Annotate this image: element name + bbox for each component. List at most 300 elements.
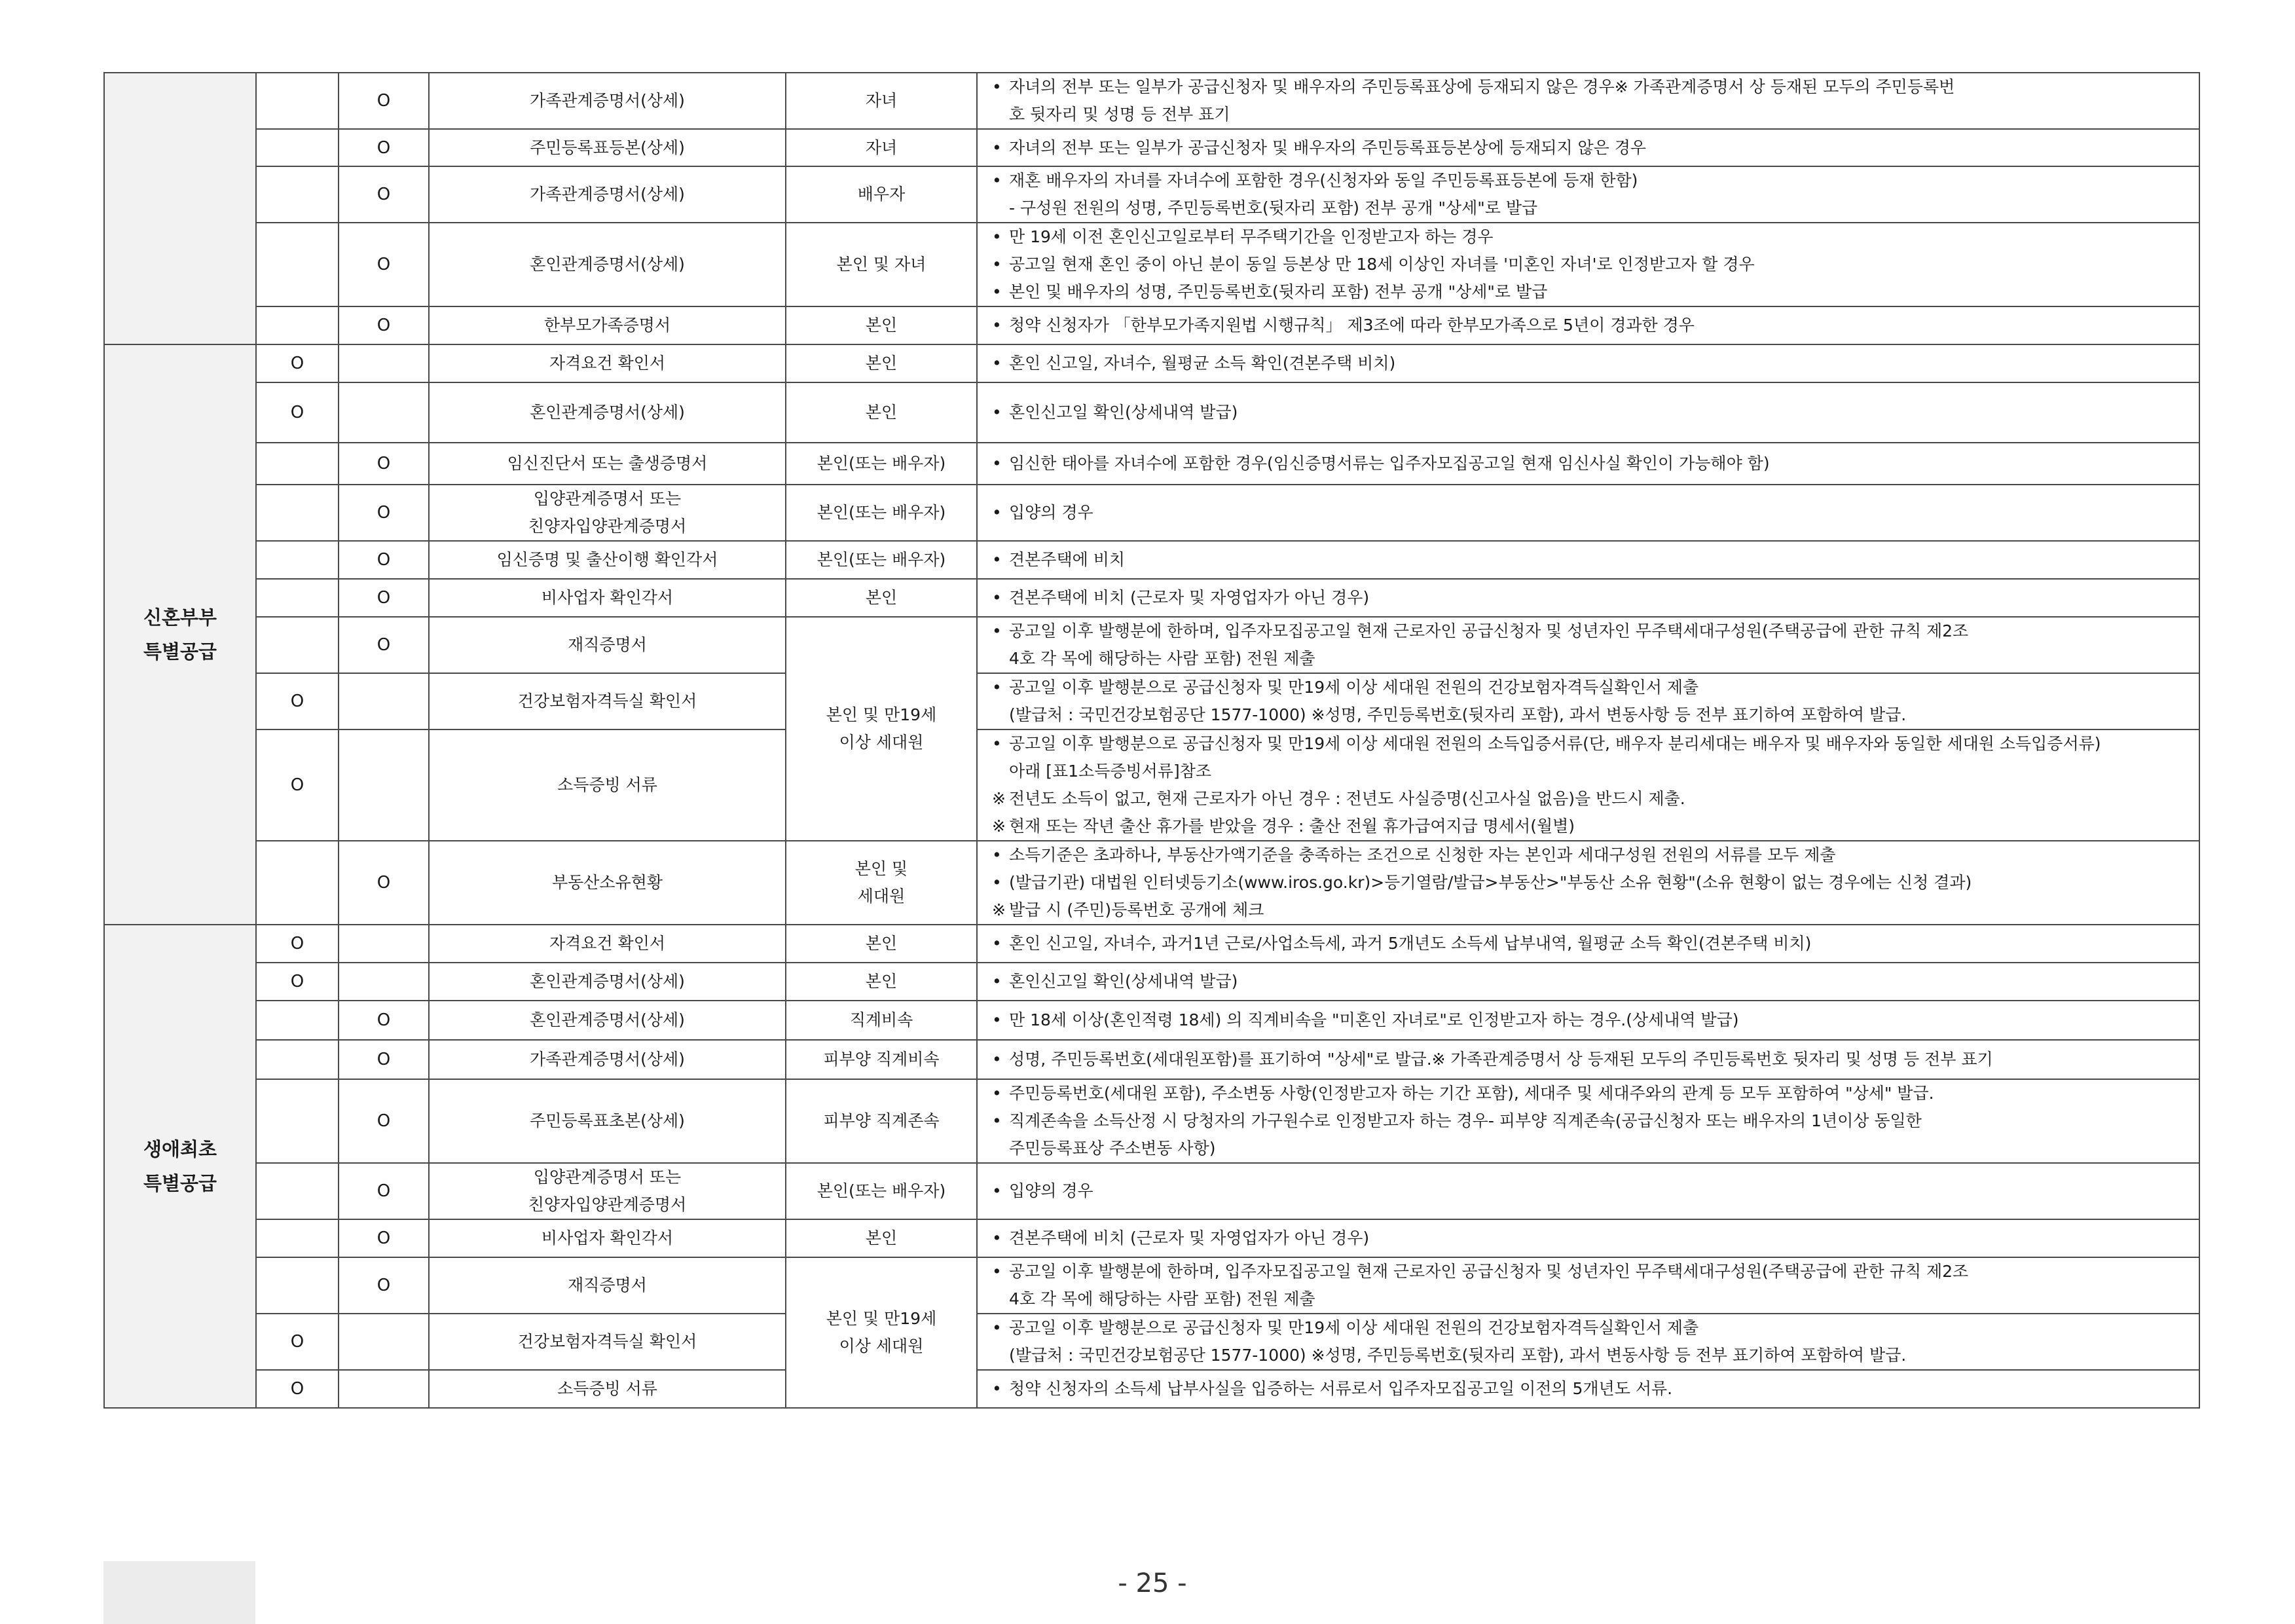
conditional-mark <box>339 1370 429 1408</box>
table-row <box>104 1079 2199 1163</box>
conditional-mark <box>339 729 429 841</box>
mandatory-mark: O <box>256 925 339 963</box>
bullet-marker: • <box>992 1084 1002 1103</box>
note-line <box>992 1135 2190 1162</box>
bullet-marker: • <box>992 621 1002 640</box>
notes-cell <box>977 485 2199 541</box>
document-name: 혼인관계증명서(상세) <box>530 972 685 991</box>
category-label-line: 특별공급 <box>143 640 217 663</box>
document-name-cell <box>429 1163 786 1219</box>
conditional-mark: O <box>339 166 429 223</box>
conditional-mark: O <box>339 541 429 579</box>
note-text: 견본주택에 비치 <box>1009 550 1125 569</box>
mandatory-mark <box>256 443 339 485</box>
table-row <box>104 1040 2199 1079</box>
conditional-mark: O <box>339 129 429 166</box>
document-name-cell <box>429 541 786 579</box>
notes-cell <box>977 1370 2199 1408</box>
document-name-cell <box>429 73 786 129</box>
table-row <box>104 223 2199 306</box>
bullet-marker: • <box>992 1111 1002 1130</box>
mandatory-mark: O <box>256 1314 339 1370</box>
mandatory-mark: O <box>256 382 339 443</box>
page-number: - 25 - <box>1118 1568 1187 1598</box>
note-line <box>992 278 2190 306</box>
table-row <box>104 925 2199 963</box>
target-text: 본인 <box>865 354 898 373</box>
table-row <box>104 729 2199 841</box>
mandatory-mark <box>256 541 339 579</box>
table-row <box>104 673 2199 729</box>
document-name-cell <box>429 166 786 223</box>
conditional-mark: O <box>339 1163 429 1219</box>
note-line <box>992 251 2190 278</box>
mandatory-mark: O <box>256 673 339 729</box>
target-cell <box>786 1001 977 1040</box>
table-row <box>104 963 2199 1001</box>
document-name: 주민등록표초본(상세) <box>530 1111 685 1130</box>
target-cell <box>786 963 977 1001</box>
document-name: 건강보험자격득실 확인서 <box>517 1332 697 1351</box>
note-line <box>992 101 2190 128</box>
note-line <box>992 930 2190 957</box>
mandatory-mark <box>256 306 339 344</box>
notes-cell <box>977 1163 2199 1219</box>
table-row <box>104 617 2199 673</box>
conditional-mark: O <box>339 1257 429 1314</box>
note-text: - 구성원 전원의 성명, 주민등록번호(뒷자리 포함) 전부 공개 "상세"로 발급 <box>1009 198 1538 217</box>
mandatory-mark <box>256 1257 339 1314</box>
table-row <box>104 579 2199 617</box>
target-cell <box>786 925 977 963</box>
conditional-mark: O <box>339 1040 429 1079</box>
conditional-mark <box>339 963 429 1001</box>
conditional-mark <box>339 344 429 382</box>
mandatory-mark <box>256 617 339 673</box>
note-line <box>992 167 2190 194</box>
note-line <box>992 730 2190 758</box>
target-text: 피부양 직계비속 <box>823 1050 940 1069</box>
table-row <box>104 841 2199 925</box>
note-line <box>992 869 2190 896</box>
conditional-mark: O <box>339 485 429 541</box>
mandatory-mark <box>256 73 339 129</box>
note-text: 아래 [표1소득증빙서류]참조 <box>1009 762 1212 781</box>
note-text: 현재 또는 작년 출산 휴가를 받았을 경우 : 출산 전월 휴가급여지급 명세서(월별) <box>1009 817 1575 836</box>
notes-cell <box>977 925 2199 963</box>
document-name-cell <box>429 1370 786 1408</box>
category-cell <box>104 344 256 925</box>
note-line <box>992 701 2190 729</box>
note-line <box>992 813 2190 840</box>
note-line <box>992 618 2190 645</box>
mandatory-mark <box>256 1079 339 1163</box>
document-name: 임신증명 및 출산이행 확인각서 <box>496 550 718 569</box>
document-name: 건강보험자격득실 확인서 <box>517 692 697 710</box>
conditional-mark: O <box>339 223 429 306</box>
note-line <box>992 1006 2190 1034</box>
table-row <box>104 443 2199 485</box>
document-name-cell <box>429 485 786 541</box>
document-name-cell <box>429 617 786 673</box>
table-row <box>104 485 2199 541</box>
note-text: 자녀의 전부 또는 일부가 공급신청자 및 배우자의 주민등록표등본상에 등재되지 않은 경우 <box>1009 138 1647 157</box>
note-line <box>992 1080 2190 1107</box>
target-cell <box>786 166 977 223</box>
document-name: 한부모가족증명서 <box>543 316 671 335</box>
bullet-marker: • <box>992 138 1002 157</box>
bullet-marker: • <box>992 1010 1002 1029</box>
note-text: 혼인신고일 확인(상세내역 발급) <box>1009 972 1238 991</box>
document-name: 친양자입양관계증명서 <box>528 1195 687 1214</box>
document-name-cell <box>429 1040 786 1079</box>
mandatory-mark <box>256 841 339 925</box>
document-name-cell <box>429 344 786 382</box>
mandatory-mark <box>256 166 339 223</box>
note-line <box>992 1177 2190 1205</box>
document-name-cell <box>429 579 786 617</box>
target-text: 직계비속 <box>849 1010 913 1029</box>
document-name-cell <box>429 443 786 485</box>
notes-cell <box>977 223 2199 306</box>
target-cell <box>786 443 977 485</box>
note-text: 공고일 이후 발행분에 한하며, 입주자모집공고일 현재 근로자인 공급신청자 및 성년자인 무주택세대구성원(주택공급에 관한 규칙 제2조 <box>1009 1262 1969 1281</box>
note-text: 혼인신고일 확인(상세내역 발급) <box>1009 403 1238 422</box>
notes-cell <box>977 673 2199 729</box>
notes-cell <box>977 1314 2199 1370</box>
mandatory-mark <box>256 485 339 541</box>
note-text: 견본주택에 비치 (근로자 및 자영업자가 아닌 경우) <box>1009 1228 1370 1247</box>
target-text: 이상 세대원 <box>839 1337 924 1356</box>
notes-cell <box>977 344 2199 382</box>
document-name-cell <box>429 1257 786 1314</box>
notes-cell <box>977 579 2199 617</box>
document-name-cell <box>429 841 786 925</box>
document-name: 소득증빙 서류 <box>557 775 657 794</box>
target-cell <box>786 579 977 617</box>
document-name: 가족관계증명서(상세) <box>530 185 685 204</box>
note-text: 공고일 이후 발행분으로 공급신청자 및 만19세 이상 세대원 전원의 건강보험자격득실확인서 제출 <box>1009 678 1699 697</box>
note-text: 만 18세 이상(혼인적령 18세) 의 직계비속을 "미혼인 자녀로"로 인정받고자 하는 경우.(상세내역 발급) <box>1009 1010 1739 1029</box>
document-name: 자격요건 확인서 <box>549 934 665 953</box>
document-name-cell <box>429 223 786 306</box>
target-text: 본인(또는 배우자) <box>817 550 946 569</box>
target-text: 본인 <box>865 588 898 607</box>
notes-cell <box>977 382 2199 443</box>
mandatory-mark: O <box>256 1370 339 1408</box>
note-line <box>992 546 2190 574</box>
note-text: 청약 신청자의 소득세 납부사실을 입증하는 서류로서 입주자모집공고일 이전의 5개년도 서류. <box>1009 1379 1673 1398</box>
conditional-mark <box>339 1314 429 1370</box>
target-cell <box>786 541 977 579</box>
bullet-marker: • <box>992 1050 1002 1069</box>
table-row <box>104 1370 2199 1408</box>
table-row <box>104 382 2199 443</box>
required-documents-table <box>103 72 2200 1409</box>
document-name-cell <box>429 382 786 443</box>
note-text: 성명, 주민등록번호(세대원포함)를 표기하여 "상세"로 발급.※ 가족관계증명서 상 등재된 모두의 주민등록번호 뒷자리 및 성명 등 전부 표기 <box>1009 1050 1993 1069</box>
target-text: 본인 <box>865 403 898 422</box>
bullet-marker: • <box>992 1228 1002 1247</box>
note-text: 입양의 경우 <box>1009 1181 1093 1200</box>
note-line <box>992 223 2190 251</box>
document-name: 비사업자 확인각서 <box>541 1228 674 1247</box>
document-name: 재직증명서 <box>568 635 647 654</box>
note-line <box>992 785 2190 813</box>
mandatory-mark: O <box>256 344 339 382</box>
target-text: 본인 및 만19세 <box>826 1309 937 1328</box>
conditional-mark: O <box>339 1219 429 1257</box>
mandatory-mark <box>256 1001 339 1040</box>
target-cell <box>786 1040 977 1079</box>
note-text: 발급 시 (주민)등록번호 공개에 체크 <box>1009 900 1264 919</box>
target-cell <box>786 1257 977 1408</box>
notes-cell <box>977 1079 2199 1163</box>
note-text: 견본주택에 비치 (근로자 및 자영업자가 아닌 경우) <box>1009 588 1370 607</box>
note-line <box>992 73 2190 101</box>
document-name: 혼인관계증명서(상세) <box>530 1010 685 1029</box>
bullet-marker: • <box>992 845 1002 864</box>
bullet-marker: • <box>992 1181 1002 1200</box>
conditional-mark: O <box>339 1001 429 1040</box>
target-cell <box>786 344 977 382</box>
notes-cell <box>977 1001 2199 1040</box>
mandatory-mark <box>256 579 339 617</box>
document-name: 친양자입양관계증명서 <box>528 517 687 536</box>
target-cell <box>786 1163 977 1219</box>
notes-cell <box>977 1219 2199 1257</box>
document-name-cell <box>429 1079 786 1163</box>
table-row <box>104 306 2199 344</box>
note-line <box>992 1225 2190 1252</box>
note-text: 입양의 경우 <box>1009 503 1093 522</box>
target-cell <box>786 223 977 306</box>
category-label-line: 신혼부부 <box>143 606 217 629</box>
conditional-mark: O <box>339 73 429 129</box>
document-name: 가족관계증명서(상세) <box>530 1050 685 1069</box>
note-line <box>992 350 2190 377</box>
target-text: 본인(또는 배우자) <box>817 454 946 473</box>
document-name: 비사업자 확인각서 <box>541 588 674 607</box>
note-line <box>992 312 2190 339</box>
note-text: 청약 신청자가 「한부모가족지원법 시행규칙」 제3조에 따라 한부모가족으로 5년이 경과한 경우 <box>1009 316 1695 335</box>
conditional-mark <box>339 673 429 729</box>
target-text: 본인(또는 배우자) <box>817 1181 946 1200</box>
document-name-cell <box>429 1314 786 1370</box>
bullet-marker: • <box>992 550 1002 569</box>
document-name-cell <box>429 1001 786 1040</box>
document-name-cell <box>429 1219 786 1257</box>
notes-cell <box>977 129 2199 166</box>
notes-cell <box>977 306 2199 344</box>
note-text: 주민등록번호(세대원 포함), 주소변동 사항(인정받고자 하는 기간 포함), 세대주 및 세대주와의 관계 등 모두 포함하여 "상세" 발급. <box>1009 1084 1934 1103</box>
bullet-marker: ※ <box>992 817 1006 836</box>
notes-cell <box>977 963 2199 1001</box>
bullet-marker: • <box>992 454 1002 473</box>
note-line <box>992 450 2190 477</box>
note-line <box>992 758 2190 785</box>
bullet-marker: • <box>992 282 1002 301</box>
table-row <box>104 1219 2199 1257</box>
note-line <box>992 399 2190 426</box>
note-text: 만 19세 이전 혼인신고일로부터 무주택기간을 인정받고자 하는 경우 <box>1009 227 1494 246</box>
bullet-marker: • <box>992 503 1002 522</box>
target-text: 본인 및 만19세 <box>826 705 937 724</box>
notes-cell <box>977 1257 2199 1314</box>
conditional-mark: O <box>339 443 429 485</box>
table-row <box>104 166 2199 223</box>
bullet-marker: • <box>992 1318 1002 1337</box>
bullet-marker: • <box>992 171 1002 190</box>
bullet-marker: • <box>992 316 1002 335</box>
note-line <box>992 1258 2190 1285</box>
target-text: 본인 <box>865 934 898 953</box>
bullet-marker: • <box>992 734 1002 753</box>
note-line <box>992 1342 2190 1369</box>
note-text: 호 뒷자리 및 성명 등 전부 표기 <box>1009 105 1230 124</box>
note-text: 임신한 태아를 자녀수에 포함한 경우(임신증명서류는 입주자모집공고일 현재 임신사실 확인이 가능해야 함) <box>1009 454 1770 473</box>
table-row <box>104 73 2199 129</box>
note-text: 직계존속을 소득산정 시 당청자의 가구원수로 인정받고자 하는 경우- 피부양 직계존속(공급신청자 또는 배우자의 1년이상 동일한 <box>1009 1111 1922 1130</box>
note-line <box>992 584 2190 612</box>
document-name: 혼인관계증명서(상세) <box>530 403 685 422</box>
category-cell <box>104 925 256 1408</box>
target-cell <box>786 841 977 925</box>
target-text: 자녀 <box>865 138 898 157</box>
table-row <box>104 1314 2199 1370</box>
bullet-marker: ※ <box>992 789 1006 808</box>
target-text: 본인 및 자녀 <box>836 255 927 274</box>
document-name-cell <box>429 673 786 729</box>
mandatory-mark <box>256 1219 339 1257</box>
table-row <box>104 344 2199 382</box>
conditional-mark: O <box>339 1079 429 1163</box>
target-cell <box>786 485 977 541</box>
bullet-marker: • <box>992 588 1002 607</box>
document-name: 주민등록표등본(상세) <box>530 138 685 157</box>
table-row <box>104 1163 2199 1219</box>
notes-cell <box>977 729 2199 841</box>
conditional-mark: O <box>339 306 429 344</box>
note-line <box>992 1107 2190 1135</box>
bullet-marker: • <box>992 678 1002 697</box>
document-name: 재직증명서 <box>568 1276 647 1295</box>
table-row <box>104 541 2199 579</box>
bullet-marker: • <box>992 934 1002 953</box>
document-name: 혼인관계증명서(상세) <box>530 255 685 274</box>
note-line <box>992 134 2190 162</box>
document-name-cell <box>429 306 786 344</box>
note-line <box>992 499 2190 526</box>
category-label-line: 특별공급 <box>143 1172 217 1194</box>
conditional-mark <box>339 925 429 963</box>
notes-cell <box>977 1040 2199 1079</box>
note-line <box>992 194 2190 222</box>
note-text: 자녀의 전부 또는 일부가 공급신청자 및 배우자의 주민등록표상에 등재되지 않은 경우※ 가족관계증명서 상 등재된 모두의 주민등록번 <box>1009 77 1955 96</box>
bullet-marker: • <box>992 403 1002 422</box>
target-cell <box>786 1219 977 1257</box>
left-gutter-shading <box>103 1561 255 1624</box>
document-name-cell <box>429 925 786 963</box>
target-text: 본인 및 <box>854 859 908 878</box>
note-text: 공고일 이후 발행분으로 공급신청자 및 만19세 이상 세대원 전원의 소득입증서류(단, 배우자 분리세대는 배우자 및 배우자와 동일한 세대원 소득입증서류) <box>1009 734 2101 753</box>
conditional-mark: O <box>339 579 429 617</box>
bullet-marker: • <box>992 227 1002 246</box>
target-cell <box>786 382 977 443</box>
target-cell <box>786 73 977 129</box>
note-text: 공고일 이후 발행분으로 공급신청자 및 만19세 이상 세대원 전원의 건강보험자격득실확인서 제출 <box>1009 1318 1699 1337</box>
target-cell <box>786 306 977 344</box>
target-text: 본인 <box>865 316 898 335</box>
document-name: 자격요건 확인서 <box>549 354 665 373</box>
document-name-cell <box>429 129 786 166</box>
note-text: 4호 각 목에 해당하는 사람 포함) 전원 제출 <box>1009 1289 1315 1308</box>
note-line <box>992 841 2190 869</box>
notes-cell <box>977 73 2199 129</box>
target-text: 세대원 <box>857 887 906 906</box>
note-text: (발급처 : 국민건강보험공단 1577-1000) ※성명, 주민등록번호(뒷자리 포함), 과서 변동사항 등 전부 표기하여 포함하여 발급. <box>1009 1346 1907 1365</box>
bullet-marker: • <box>992 354 1002 373</box>
category-cell <box>104 73 256 344</box>
conditional-mark: O <box>339 617 429 673</box>
note-text: 본인 및 배우자의 성명, 주민등록번호(뒷자리 포함) 전부 공개 "상세"로 발급 <box>1009 282 1548 301</box>
target-text: 피부양 직계존속 <box>823 1111 940 1130</box>
document-name: 입양관계증명서 또는 <box>533 489 682 508</box>
note-text: (발급기관) 대법원 인터넷등기소(www.iros.go.kr)>등기열람/발급>부동산>"부동산 소유 현황"(소유 현황이 없는 경우에는 신청 결과) <box>1009 873 1972 892</box>
document-name: 소득증빙 서류 <box>557 1379 657 1398</box>
mandatory-mark <box>256 1163 339 1219</box>
notes-cell <box>977 166 2199 223</box>
conditional-mark <box>339 382 429 443</box>
target-text: 본인 <box>865 972 898 991</box>
bullet-marker: • <box>992 77 1002 96</box>
note-line <box>992 645 2190 673</box>
mandatory-mark: O <box>256 729 339 841</box>
note-text: (발급처 : 국민건강보험공단 1577-1000) ※성명, 주민등록번호(뒷자리 포함), 과서 변동사항 등 전부 표기하여 포함하여 발급. <box>1009 705 1907 724</box>
target-text: 본인(또는 배우자) <box>817 503 946 522</box>
document-name: 임신진단서 또는 출생증명서 <box>507 454 708 473</box>
conditional-mark: O <box>339 841 429 925</box>
document-name: 부동산소유현황 <box>551 873 663 892</box>
bullet-marker: ※ <box>992 900 1006 919</box>
document-name-cell <box>429 963 786 1001</box>
document-name-cell <box>429 729 786 841</box>
note-text: 재혼 배우자의 자녀를 자녀수에 포함한 경우(신청자와 동일 주민등록표등본에 등재 한함) <box>1009 171 1638 190</box>
mandatory-mark <box>256 223 339 306</box>
note-line <box>992 1375 2190 1403</box>
target-text: 본인 <box>865 1228 898 1247</box>
notes-cell <box>977 541 2199 579</box>
bullet-marker: • <box>992 972 1002 991</box>
notes-cell <box>977 617 2199 673</box>
category-label-line: 생애최초 <box>143 1138 217 1160</box>
note-text: 소득기준은 초과하나, 부동산가액기준을 충족하는 조건으로 신청한 자는 본인과 세대구성원 전원의 서류를 모두 제출 <box>1009 845 1836 864</box>
mandatory-mark <box>256 1040 339 1079</box>
note-line <box>992 968 2190 995</box>
note-text: 주민등록표상 주소변동 사항) <box>1009 1139 1216 1158</box>
note-text: 혼인 신고일, 자녀수, 과거1년 근로/사업소득세, 과거 5개년도 소득세 납부내역, 월평균 소득 확인(견본주택 비치) <box>1009 934 1812 953</box>
bullet-marker: • <box>992 1262 1002 1281</box>
note-line <box>992 1314 2190 1342</box>
note-line <box>992 1285 2190 1313</box>
notes-cell <box>977 841 2199 925</box>
target-cell <box>786 1079 977 1163</box>
target-text: 자녀 <box>865 91 898 110</box>
document-name: 가족관계증명서(상세) <box>530 91 685 110</box>
document-name: 입양관계증명서 또는 <box>533 1168 682 1187</box>
notes-cell <box>977 443 2199 485</box>
table-row <box>104 129 2199 166</box>
